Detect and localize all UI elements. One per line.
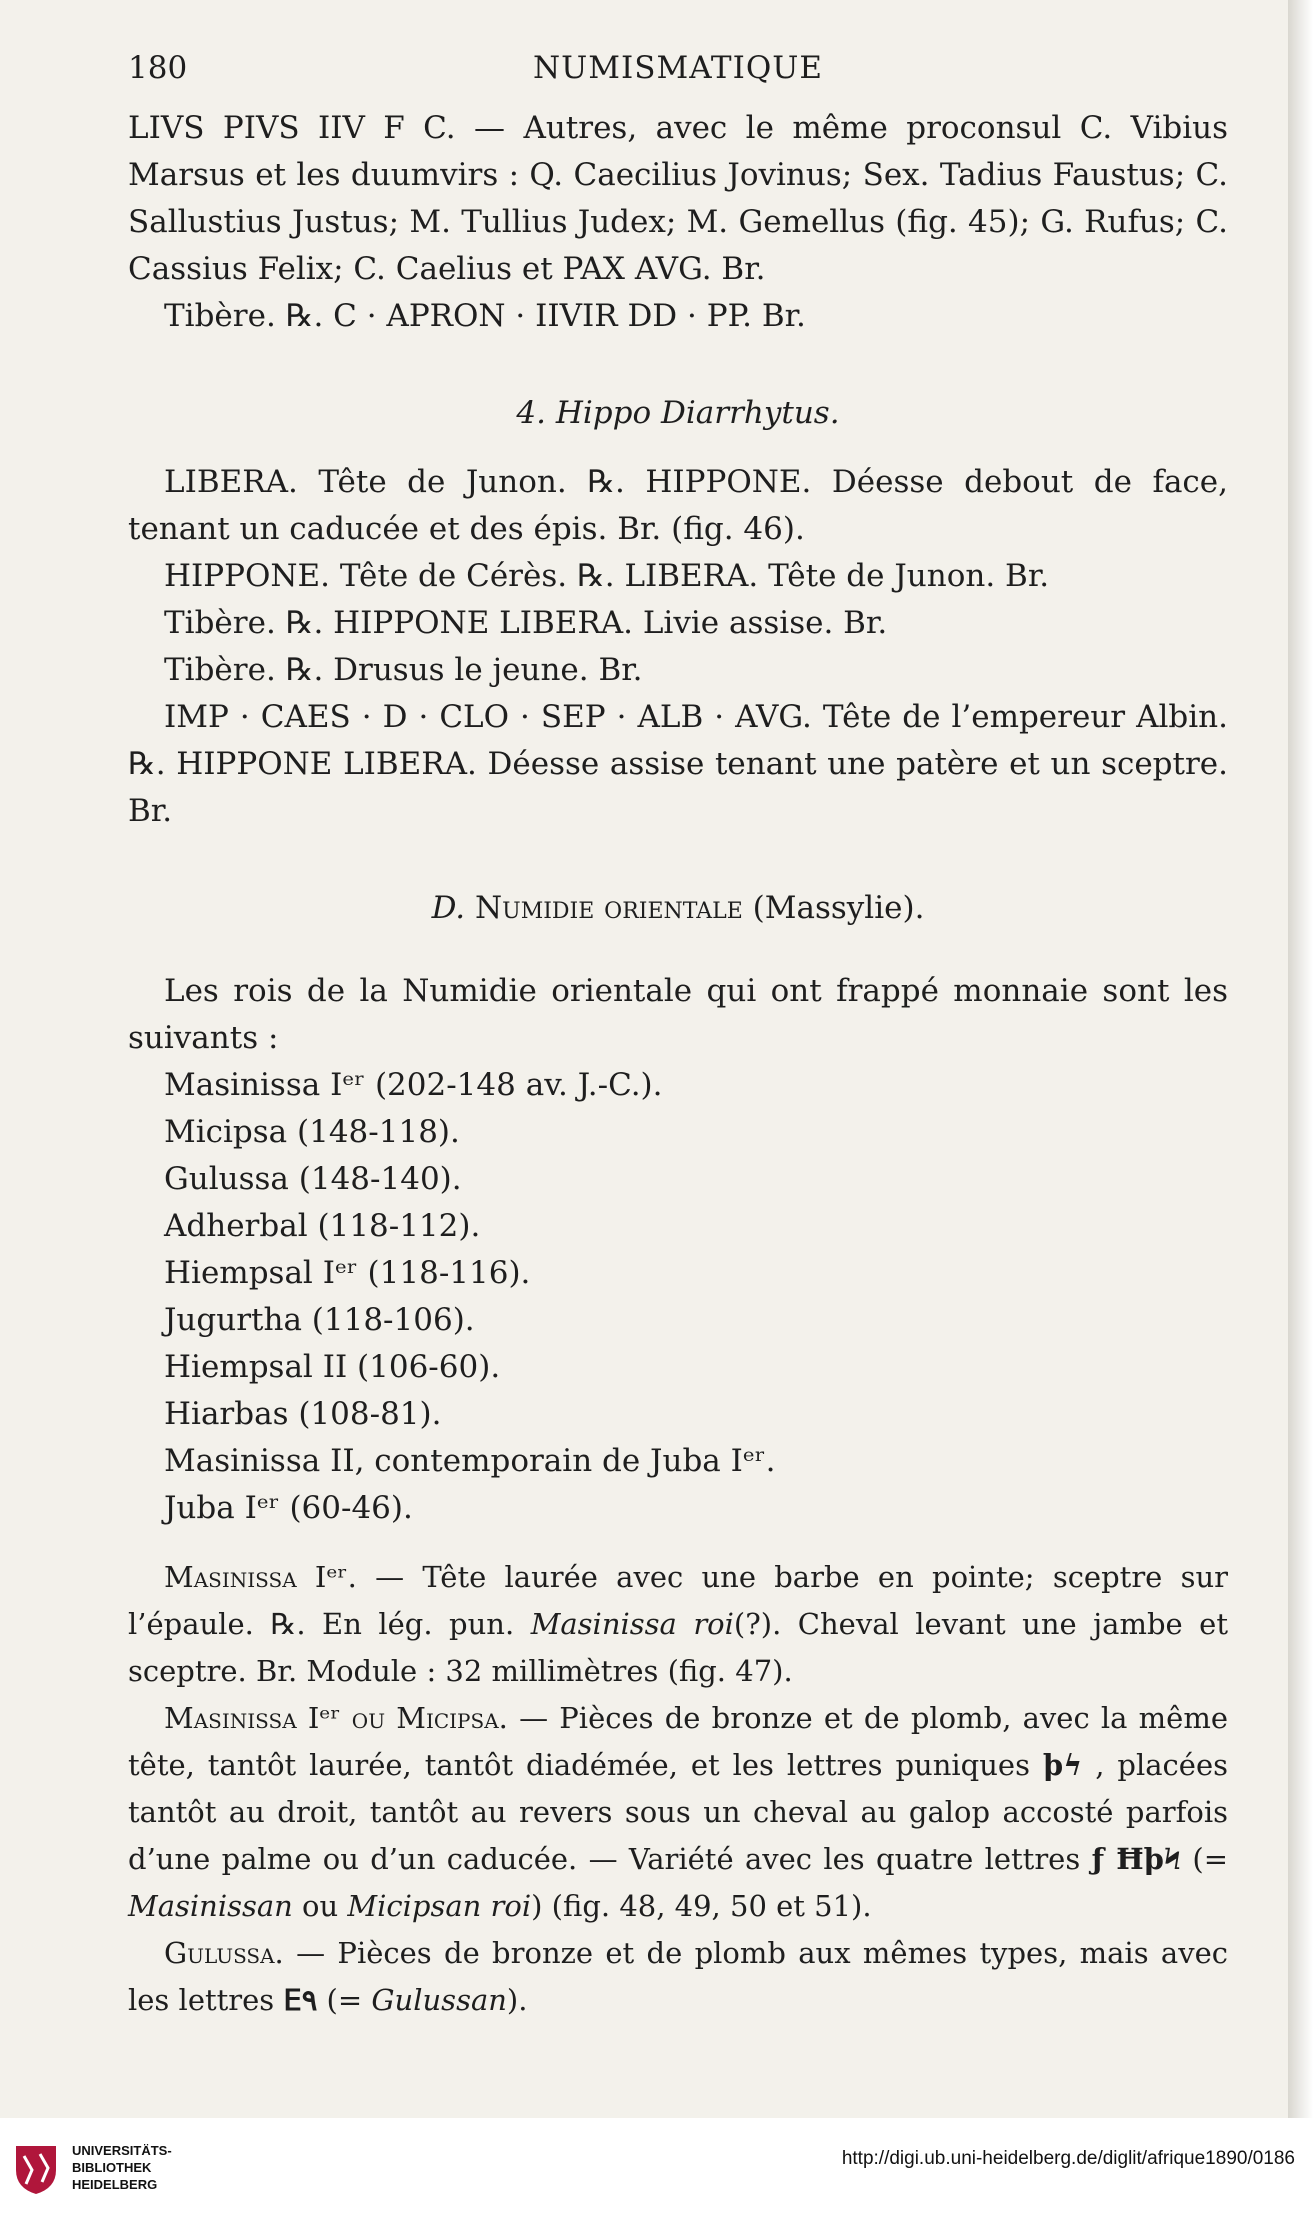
page-number: 180 bbox=[128, 50, 188, 86]
library-line: HEIDELBERG bbox=[72, 2177, 158, 2192]
running-title: NUMISMATIQUE bbox=[532, 50, 823, 86]
list-item: Micipsa (148-118). bbox=[164, 1114, 460, 1150]
paragraph-libera: LIBERA. Tête de Junon. ℞. HIPPONE. Déesse debout de face, tenant un caducée et des épis. Br. (fig. 46). bbox=[128, 464, 1228, 547]
punic-letters: ƒ ĦϸϞ bbox=[1091, 1842, 1182, 1876]
punic-letters: ϸϟ bbox=[1042, 1748, 1083, 1782]
entry-italic: Gulussan bbox=[371, 1983, 507, 2017]
entry-name: Gulussa. bbox=[164, 1936, 284, 1970]
entry-text: ou bbox=[292, 1889, 348, 1923]
list-item: Gulussa (148-140). bbox=[164, 1161, 462, 1197]
line-tibere-drusus: Tibère. ℞. Drusus le jeune. Br. bbox=[164, 652, 643, 688]
source-url-link[interactable]: http://digi.ub.uni-heidelberg.de/diglit/afrique1890/0186 bbox=[841, 2148, 1295, 2169]
scan-edge bbox=[1288, 0, 1313, 2118]
entry-text: — Pièces de bronze et de plomb aux mêmes types, mais avec les lettres bbox=[128, 1936, 1228, 2017]
heading-rest: (Massylie). bbox=[752, 890, 925, 926]
line-tibere-livie: Tibère. ℞. HIPPONE LIBERA. Livie assise. Br. bbox=[164, 605, 888, 641]
entry-name: Masinissa Iᵉʳ ou Micipsa. bbox=[164, 1701, 508, 1735]
line-tibere-apron: Tibère. ℞. C · APRON · IIVIR DD · PP. Br. bbox=[164, 298, 806, 334]
entry-text: — Pièces de bronze et de plomb, avec la même tête, tantôt laurée, tantôt diadémée, et les lettres puniques bbox=[128, 1701, 1228, 1782]
punic-letters: ⴹ٩ bbox=[283, 1983, 318, 2017]
entry-text: (?). Cheval levant une jambe et sceptre. Br. Module : 32 millimètres (fig. 47). bbox=[128, 1607, 1228, 1688]
viewer-footer bbox=[0, 2118, 1313, 2215]
list-item: Adherbal (118-112). bbox=[164, 1208, 481, 1244]
list-item: Juba Iᵉʳ (60-46). bbox=[164, 1490, 413, 1526]
list-item: Hiempsal II (106-60). bbox=[164, 1349, 501, 1385]
entry-masinissa-micipsa bbox=[128, 1695, 1228, 1930]
list-item: Hiarbas (108-81). bbox=[164, 1396, 442, 1432]
library-line: UNIVERSITÄTS- bbox=[72, 2143, 172, 2158]
entry-text: (= bbox=[317, 1983, 372, 2017]
entry-gulussa bbox=[128, 1930, 1228, 2024]
university-seal-icon bbox=[12, 2140, 60, 2196]
library-line: BIBLIOTHEK bbox=[72, 2160, 152, 2175]
entry-text: (= bbox=[1181, 1842, 1228, 1876]
entry-text: , placées tantôt au droit, tantôt au revers sous un cheval au galop accosté parfois d’une palme ou d’un caducée. — Variété avec les quatre lettres bbox=[128, 1748, 1229, 1876]
list-item: Hiempsal Iᵉʳ (118-116). bbox=[164, 1255, 531, 1291]
paragraph-intro: Les rois de la Numidie orientale qui ont frappé monnaie sont les suivants : bbox=[128, 973, 1228, 1056]
paragraph-livs-pivs: LIVS PIVS IIV F C. — Autres, avec le même proconsul C. Vibius Marsus et les duumvirs : Q. Caecilius Jovinus; Sex. Tadius Faustus; C. Sallustius Justus; M. Tullius Judex; M. Gemellus (fig. 45); G. Rufus; C. Cassius Felix; C. Caelius et PAX AVG. Br. bbox=[128, 110, 1228, 287]
section-heading-numidie bbox=[128, 885, 1228, 932]
line-hippone-ceres: HIPPONE. Tête de Cérès. ℞. LIBERA. Tête de Junon. Br. bbox=[164, 558, 1050, 594]
section-heading-hippo: 4. Hippo Diarrhytus. bbox=[516, 395, 840, 431]
entry-masinissa bbox=[128, 1554, 1228, 1695]
page-header bbox=[128, 45, 1228, 105]
entry-text: — Tête laurée avec une barbe en pointe; sceptre sur l’épaule. ℞. En lég. pun. bbox=[128, 1560, 1229, 1641]
entry-name: Masinissa Iᵉʳ. bbox=[164, 1560, 357, 1594]
library-name bbox=[72, 2142, 172, 2193]
entry-italic: Micipsan roi bbox=[347, 1889, 532, 1923]
entry-text: ) (fig. 48, 49, 50 et 51). bbox=[531, 1889, 872, 1923]
entry-italic: Masinissa roi bbox=[530, 1607, 734, 1641]
heading-caps: Numidie orientale bbox=[475, 890, 743, 926]
list-item: Masinissa II, contemporain de Juba Iᵉʳ. bbox=[164, 1443, 776, 1479]
entry-italic: Masinissan bbox=[128, 1889, 293, 1923]
entry-text: ). bbox=[506, 1983, 528, 2017]
heading-letter: D. bbox=[431, 890, 466, 926]
paragraph-imp-caes: IMP · CAES · D · CLO · SEP · ALB · AVG. Tête de l’empereur Albin. ℞. HIPPONE LIBERA. Déesse assise tenant une patère et un sceptre. Br. bbox=[128, 699, 1228, 829]
list-item: Jugurtha (118-106). bbox=[164, 1302, 475, 1338]
list-item: Masinissa Iᵉʳ (202-148 av. J.-C.). bbox=[164, 1067, 663, 1103]
page-content bbox=[128, 45, 1228, 2024]
